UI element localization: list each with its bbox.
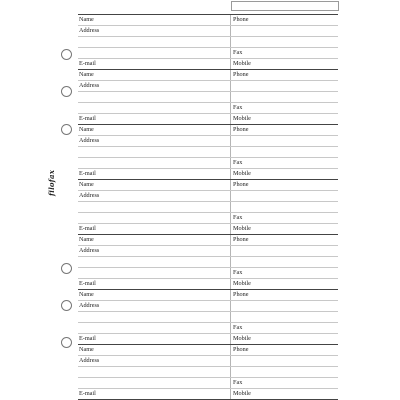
entry-rule — [78, 135, 338, 136]
entry-rule — [78, 256, 338, 257]
entry-rule — [78, 47, 338, 48]
entry-rule — [78, 80, 338, 81]
name-label: Name — [79, 235, 94, 243]
mobile-label: Mobile — [233, 59, 251, 67]
email-label: E-mail — [79, 389, 96, 397]
entry-top-rule — [78, 289, 338, 290]
binder-hole — [61, 300, 72, 311]
entry-rule — [78, 201, 338, 202]
entry-rule — [78, 190, 338, 191]
fax-label: Fax — [233, 268, 243, 276]
column-divider — [230, 289, 231, 344]
entry-rule — [78, 113, 338, 114]
email-label: E-mail — [79, 224, 96, 232]
address-label: Address — [79, 191, 100, 199]
column-divider — [230, 344, 231, 399]
binder-hole — [61, 337, 72, 348]
column-divider — [230, 234, 231, 289]
entry-top-rule — [78, 69, 338, 70]
email-label: E-mail — [79, 279, 96, 287]
entry-rule — [78, 91, 338, 92]
address-label: Address — [79, 356, 100, 364]
binder-hole — [61, 49, 72, 60]
address-label: Address — [79, 136, 100, 144]
mobile-label: Mobile — [233, 334, 251, 342]
address-label: Address — [79, 246, 100, 254]
phone-label: Phone — [233, 70, 249, 78]
name-label: Name — [79, 125, 94, 133]
email-label: E-mail — [79, 59, 96, 67]
name-label: Name — [79, 180, 94, 188]
entry-top-rule — [78, 179, 338, 180]
entry-rule — [78, 300, 338, 301]
entry-top-rule — [78, 234, 338, 235]
header-box — [231, 1, 339, 11]
phone-label: Phone — [233, 345, 249, 353]
entry-rule — [78, 25, 338, 26]
fax-label: Fax — [233, 48, 243, 56]
column-divider — [230, 14, 231, 69]
phone-label: Phone — [233, 125, 249, 133]
binder-hole — [61, 86, 72, 97]
address-label: Address — [79, 26, 100, 34]
email-label: E-mail — [79, 169, 96, 177]
entry-rule — [78, 322, 338, 323]
mobile-label: Mobile — [233, 169, 251, 177]
entry-rule — [78, 278, 338, 279]
entry-rule — [78, 212, 338, 213]
email-label: E-mail — [79, 114, 96, 122]
entry-rule — [78, 146, 338, 147]
mobile-label: Mobile — [233, 389, 251, 397]
entry-rule — [78, 355, 338, 356]
entry-rule — [78, 223, 338, 224]
fax-label: Fax — [233, 378, 243, 386]
column-divider — [230, 124, 231, 179]
entry-rule — [78, 377, 338, 378]
mobile-label: Mobile — [233, 114, 251, 122]
fax-label: Fax — [233, 213, 243, 221]
entry-top-rule — [78, 124, 338, 125]
entry-rule — [78, 36, 338, 37]
phone-label: Phone — [233, 235, 249, 243]
name-label: Name — [79, 345, 94, 353]
fax-label: Fax — [233, 103, 243, 111]
entry-top-rule — [78, 344, 338, 345]
name-label: Name — [79, 15, 94, 23]
binder-hole — [61, 124, 72, 135]
mobile-label: Mobile — [233, 279, 251, 287]
binder-holes — [0, 0, 70, 400]
fax-label: Fax — [233, 158, 243, 166]
entry-rule — [78, 245, 338, 246]
phone-label: Phone — [233, 15, 249, 23]
address-label: Address — [79, 301, 100, 309]
entry-rule — [78, 102, 338, 103]
brand-logo: filofax — [47, 169, 56, 196]
entry-rule — [78, 366, 338, 367]
entry-rule — [78, 311, 338, 312]
binder-hole — [61, 263, 72, 274]
phone-label: Phone — [233, 290, 249, 298]
address-label: Address — [79, 81, 100, 89]
fax-label: Fax — [233, 323, 243, 331]
column-divider — [230, 179, 231, 234]
entry-rule — [78, 157, 338, 158]
entry-rule — [78, 388, 338, 389]
phone-label: Phone — [233, 180, 249, 188]
entry-top-rule — [78, 14, 338, 15]
column-divider — [230, 69, 231, 124]
email-label: E-mail — [79, 334, 96, 342]
entry-rule — [78, 333, 338, 334]
entry-rule — [78, 267, 338, 268]
mobile-label: Mobile — [233, 224, 251, 232]
entry-rule — [78, 168, 338, 169]
name-label: Name — [79, 290, 94, 298]
name-label: Name — [79, 70, 94, 78]
entry-rule — [78, 58, 338, 59]
